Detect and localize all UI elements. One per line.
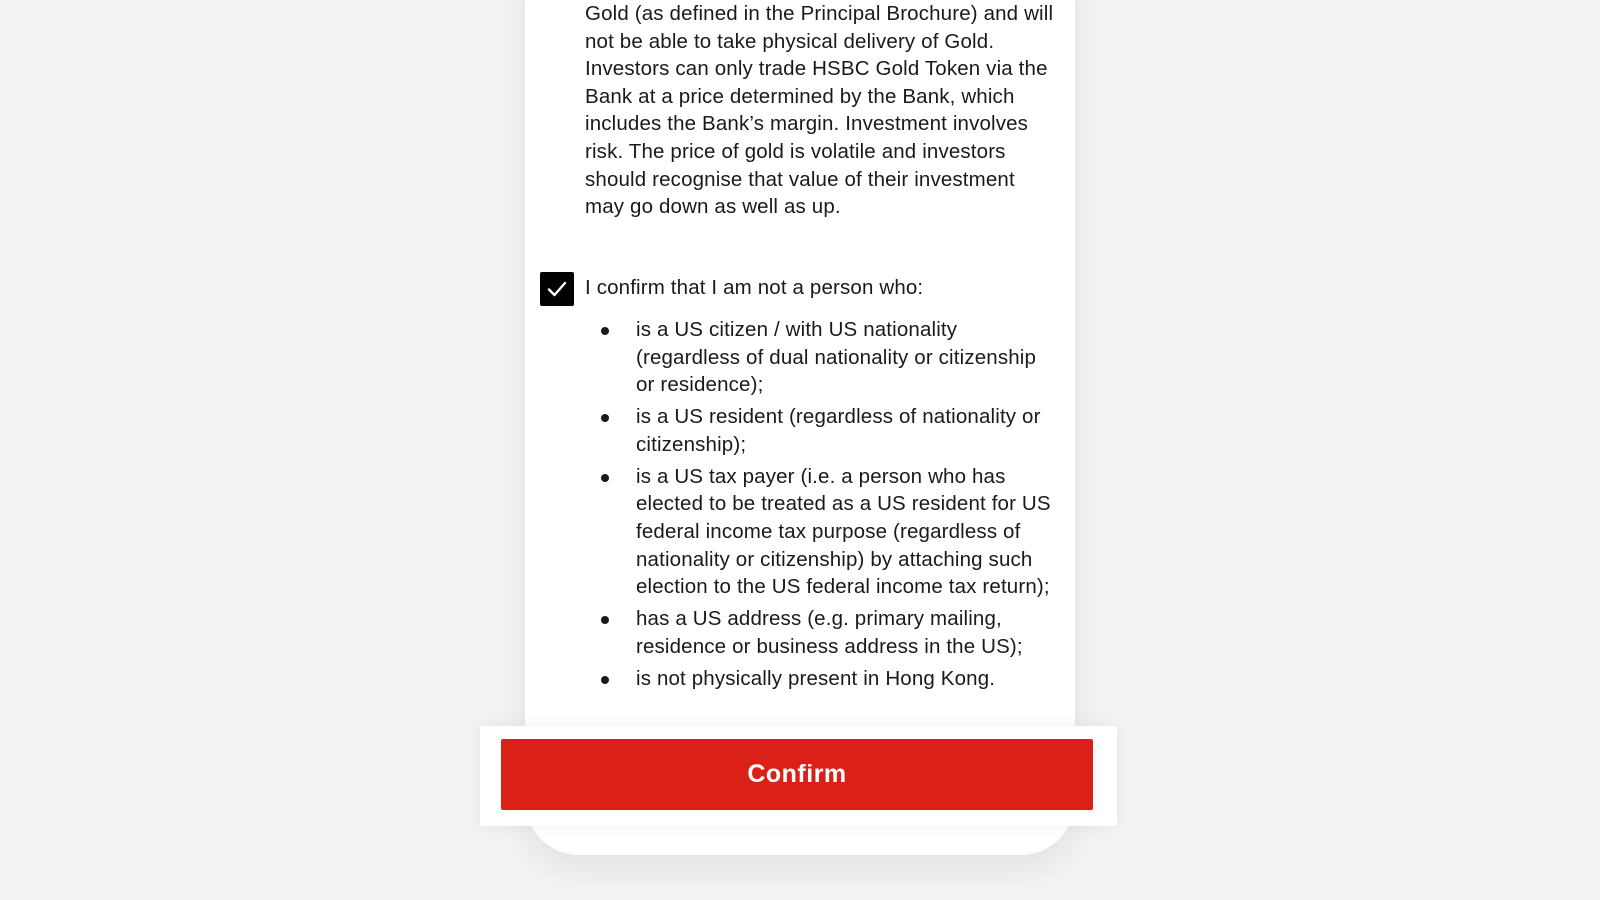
criteria-text: has a US address (e.g. primary mailing, residence or business address in the US); [636, 607, 1023, 658]
criteria-text: is a US resident (regardless of nationality or citizenship); [636, 405, 1041, 456]
gold-token-disclaimer: Gold (as defined in the Principal Brochure) and will not be able to take physical delivery of Gold. Investors can only trade HSBC Gold Token via the Bank at a price determined by the Bank, which includes the Bank’s margin. Investment involves risk. The price of gold is volatile and investors should recognise that value of their investment may go down as well as up. [585, 2, 1054, 219]
scroll-content[interactable] [525, 0, 1075, 700]
confirm-button[interactable]: Confirm [501, 739, 1093, 810]
checkmark-icon [547, 280, 567, 298]
confirm-checkbox[interactable] [540, 272, 574, 306]
criteria-text: is a US citizen / with US nationality (regardless of dual nationality or citizenship or residence); [636, 318, 1037, 397]
bullet-icon [601, 327, 609, 335]
criteria-text: is not physically present in Hong Kong. [636, 666, 996, 690]
us-person-criteria-list [598, 316, 1058, 697]
bullet-icon [601, 414, 609, 422]
criteria-item [598, 403, 1058, 458]
bullet-icon [601, 676, 609, 684]
criteria-item [598, 605, 1058, 660]
scroll-fade [525, 690, 1075, 700]
bullet-icon [601, 616, 609, 624]
footer-button-bar [480, 726, 1117, 826]
criteria-item [598, 316, 1058, 399]
criteria-item [598, 665, 1058, 693]
criteria-item [598, 463, 1058, 601]
bullet-icon [601, 474, 609, 482]
criteria-text: is a US tax payer (i.e. a person who has elected to be treated as a US resident for US federal income tax purpose (regardless of nationality or citizenship) by attaching such election to the US federal income tax return); [636, 464, 1051, 599]
confirm-statement: I confirm that I am not a person who: [585, 276, 924, 299]
